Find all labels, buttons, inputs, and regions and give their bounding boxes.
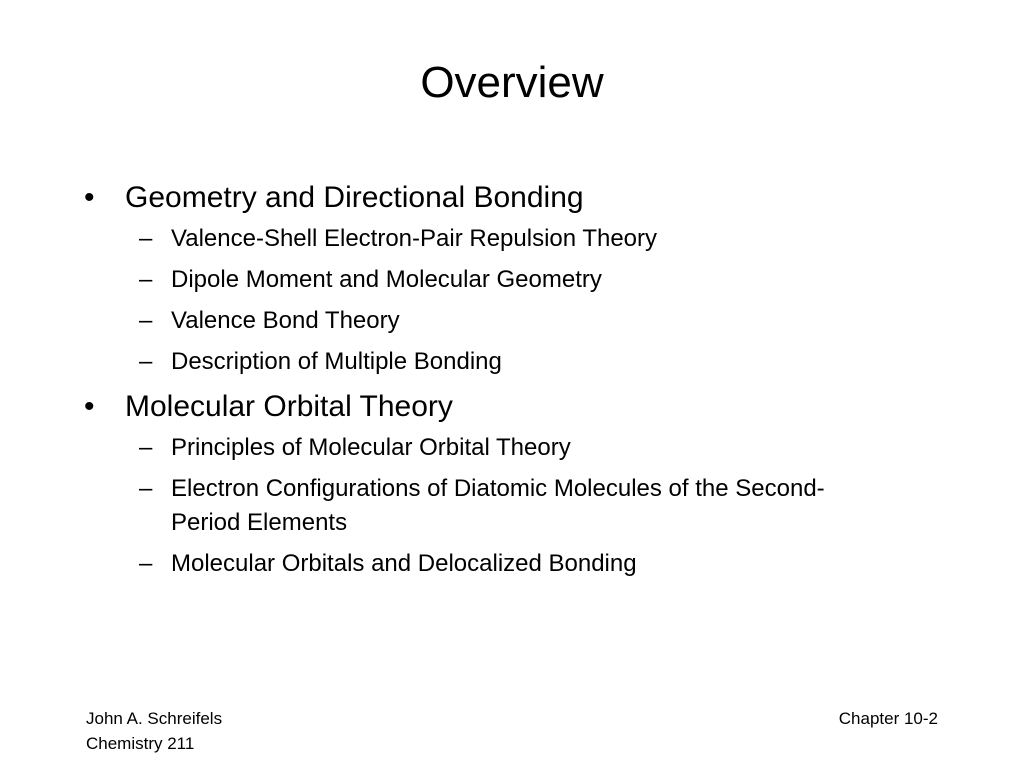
dash-marker: – xyxy=(139,348,153,375)
footer-page-number: Chapter 10-2 xyxy=(838,709,938,728)
sub-list xyxy=(125,222,944,379)
sub-item xyxy=(125,472,881,540)
footer-course: Chemistry 211 xyxy=(86,734,195,753)
bullet-marker: • xyxy=(84,181,95,214)
sub-item-text: Molecular Orbitals and Delocalized Bonding xyxy=(171,550,637,577)
dash-marker: – xyxy=(139,434,153,461)
sub-item xyxy=(125,547,881,581)
slide-title: Overview xyxy=(420,58,604,107)
sub-item xyxy=(125,222,881,256)
sub-item-text: Electron Configurations of Diatomic Molecules of the Second-Period Elements xyxy=(171,475,825,536)
sub-item xyxy=(125,304,881,338)
footer-author: John A. Schreifels xyxy=(86,709,223,728)
sub-item-text: Valence Bond Theory xyxy=(171,307,400,334)
bullet-item-molecular-orbital xyxy=(84,387,944,581)
sub-item-text: Description of Multiple Bonding xyxy=(171,348,502,375)
sub-item-text: Valence-Shell Electron-Pair Repulsion Theory xyxy=(171,225,658,252)
sub-item xyxy=(125,345,881,379)
footer-right xyxy=(839,706,938,731)
bullet-marker: • xyxy=(84,390,95,423)
sub-item-text: Dipole Moment and Molecular Geometry xyxy=(171,266,602,293)
dash-marker: – xyxy=(139,266,153,293)
bullet-list xyxy=(84,178,944,589)
dash-marker: – xyxy=(139,307,153,334)
bullet-text: Geometry and Directional Bonding xyxy=(125,181,584,214)
sub-item-text: Principles of Molecular Orbital Theory xyxy=(171,434,571,461)
bullet-text: Molecular Orbital Theory xyxy=(125,390,453,423)
sub-item xyxy=(125,263,881,297)
dash-marker: – xyxy=(139,550,153,577)
bullet-item-geometry xyxy=(84,178,944,379)
footer-left xyxy=(86,706,222,756)
dash-marker: – xyxy=(139,475,153,502)
sub-list xyxy=(125,431,944,581)
dash-marker: – xyxy=(139,225,153,252)
sub-item xyxy=(125,431,881,465)
